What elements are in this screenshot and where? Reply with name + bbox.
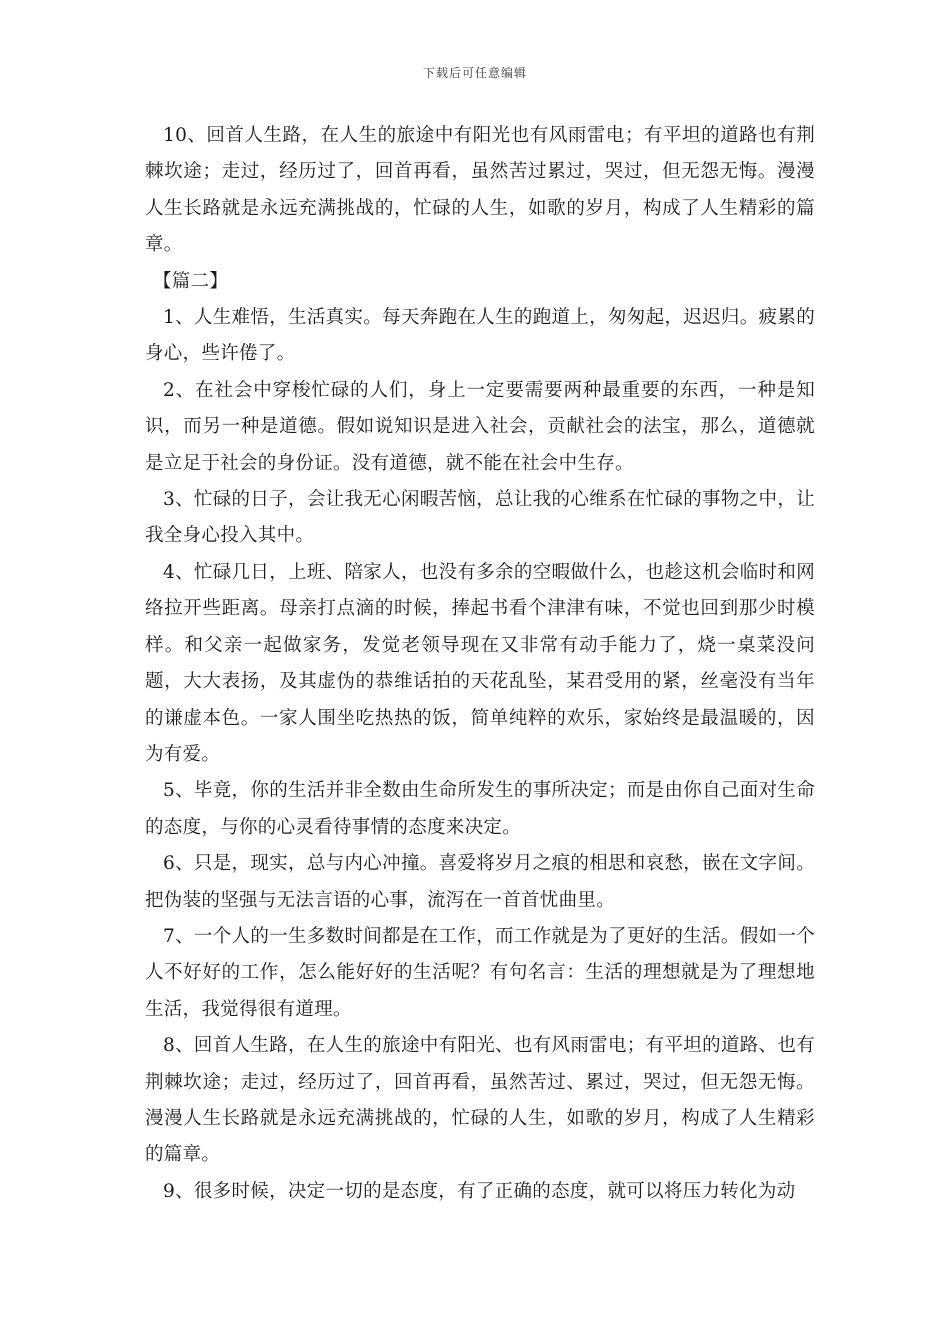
paragraph-3: 3、忙碌的日子，会让我无心闲暇苦恼，总让我的心维系在忙碌的事物之中，让我全身心投入其中。	[145, 489, 815, 547]
paragraph-7: 7、一个人的一生多数时间都是在工作，而工作就是为了更好的生活。假如一个人不好好的工作，怎么能好好的生活呢？有句名言：生活的理想就是为了理想地生活，我觉得很有道理。	[145, 925, 815, 1020]
paragraph-2: 2、在社会中穿梭忙碌的人们，身上一定要需要两种最重要的东西，一种是知识，而另一种是道德。假如说知识是进入社会，贡献社会的法宝，那么，道德就是立足于社会的身份证。没有道德，就不能在社会中生存。	[145, 379, 815, 474]
paragraph-8: 8、回首人生路，在人生的旅途中有阳光、也有风雨雷电；有平坦的道路、也有荆棘坎途；走过，经历过了，回首再看，虽然苦过、累过，哭过，但无怨无悔。漫漫人生长路就是永远充满挑战的，忙碌的人生，如歌的岁月，构成了人生精彩的篇章。	[145, 1035, 815, 1166]
section-heading: 【篇二】	[153, 270, 229, 292]
paragraph-9: 9、很多时候，决定一切的是态度，有了正确的态度，就可以将压力转化为动	[163, 1180, 796, 1202]
paragraph-1: 1、人生难悟，生活真实。每天奔跑在人生的跑道上，匆匆起，迟迟归。疲累的身心，些许倦了。	[145, 307, 815, 365]
paragraph-10: 10、回首人生路，在人生的旅途中有阳光也有风雨雷电；有平坦的道路也有荆棘坎途；走过，经历过了，回首再看，虽然苦过累过，哭过，但无怨无悔。漫漫人生长路就是永远充满挑战的，忙碌的人生，如歌的岁月，构成了人生精彩的篇章。	[145, 125, 815, 256]
paragraph-5: 5、毕竟，你的生活并非全数由生命所发生的事所决定；而是由你自己面对生命的态度，与你的心灵看待事情的态度来决定。	[145, 780, 815, 838]
document-body	[145, 118, 815, 1210]
paragraph-4: 4、忙碌几日，上班、陪家人，也没有多余的空暇做什么，也趁这机会临时和网络拉开些距离。母亲打点滴的时候，捧起书看个津津有味，不觉也回到那少时模样。和父亲一起做家务，发觉老领导现在又非常有动手能力了，烧一桌菜没问题，大大表扬，及其虚伪的恭维话拍的天花乱坠，某君受用的紧，丝毫没有当年的谦虚本色。一家人围坐吃热热的饭，简单纯粹的欢乐，家始终是最温暖的，因为有爱。	[145, 561, 815, 765]
page-header: 下载后可任意编辑	[422, 66, 527, 80]
paragraph-6: 6、只是，现实，总与内心冲撞。喜爱将岁月之痕的相思和哀愁，嵌在文字间。把伪装的坚强与无法言语的心事，流泻在一首首忧曲里。	[145, 853, 815, 911]
